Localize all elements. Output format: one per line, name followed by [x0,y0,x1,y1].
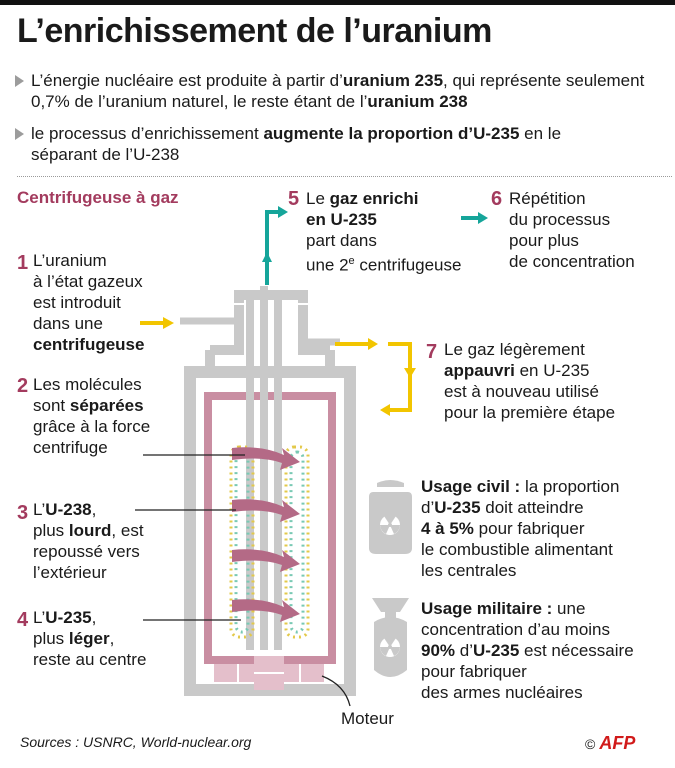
bullet-text: L’énergie nucléaire est produite à partir d’ [31,71,343,90]
motor-label: Moteur [341,709,394,728]
step-5-line: Le [306,189,330,208]
military-line: une [552,599,586,618]
military-usage-text [421,598,634,703]
bullet-text: , qui représente seulement 0,7% de l’uranium naturel, le reste étant de l’ [31,71,645,111]
repetition-arrow [461,212,488,224]
step-5-line: une 2 [306,255,349,275]
step-5-superscript: e [348,255,355,267]
step-7-line: Le gaz légèrement [444,340,585,359]
civil-line: pour fabriquer [473,519,585,538]
step-3-line: l’extérieur [33,563,107,582]
military-line: pour fabriquer [421,662,527,681]
step-6-text [509,188,635,272]
military-line: est nécessaire [519,641,634,660]
civil-heading: Usage civil : [421,477,521,496]
step-1-line: L’uranium [33,251,107,270]
bomb-icon [372,598,409,677]
step-5-line: part dans [306,231,377,250]
civil-line: le combustible alimentant [421,540,613,559]
afp-logo: AFP [599,733,636,753]
step-7-line: en U-235 [514,361,590,380]
step-2-line: centrifuge [33,438,108,457]
step-6-number: 6 [491,188,503,210]
step-2-line: Les molécules [33,375,142,394]
step-1-number: 1 [17,252,29,274]
step-3-emphasis: lourd [68,521,112,540]
civil-usage-text [421,476,619,581]
step-4-number: 4 [17,609,29,631]
step-6-line: pour plus [509,231,579,250]
step-6-line: de concentration [509,252,635,271]
step-3-emphasis: U-238 [45,500,92,519]
step-4-text [33,607,146,670]
step-7-text [444,339,615,423]
afp-credit [585,733,635,754]
bullet-text: en le séparant de l’U-238 [31,124,562,164]
bullet-emphasis: uranium 238 [367,92,468,111]
step-6-line: Répétition [509,189,586,208]
military-emphasis: U-235 [473,641,520,660]
step-1-line: centrifugeuse [33,335,145,354]
bullet-emphasis: uranium 235 [342,71,444,90]
military-emphasis: 90% [421,641,456,660]
step-3-text [33,499,144,583]
step-1-line: à l’état gazeux [33,272,143,291]
step-5-text [306,188,461,276]
step-4-line: reste au centre [33,650,147,669]
step-3-line: L’ [33,500,46,519]
section-title: Centrifugeuse à gaz [17,188,179,207]
step-5-emphasis: gaz enrichi [329,189,419,208]
step-7-line: pour la première étape [444,403,616,422]
step-3-line: , est [111,521,144,540]
step-5-emphasis: en U-235 [306,210,377,229]
civil-line: la proportion [520,477,620,496]
step-3-line: repoussé vers [33,542,140,561]
step-1-text [33,250,144,355]
step-3-line: plus [33,521,69,540]
military-line: d’ [455,641,473,660]
step-2-emphasis: séparées [69,396,144,415]
military-line: des armes nucléaires [421,683,583,702]
step-2-text [33,374,150,458]
military-line: concentration d’au moins [421,620,611,639]
step-2-number: 2 [17,375,29,397]
step-1-line: dans une [33,314,103,333]
civil-emphasis: 4 à 5% [421,519,474,538]
canister-icon [369,480,412,554]
step-4-line: L’ [33,608,46,627]
step-4-line: , [91,608,97,627]
sources-credit: Sources : USNRC, World-nuclear.org [20,734,252,750]
step-1-line: est introduit [33,293,121,312]
step-7-number: 7 [426,341,438,363]
civil-emphasis: U-235 [434,498,481,517]
civil-line: d’ [421,498,435,517]
step-4-line: , [109,629,115,648]
step-3-number: 3 [17,502,29,524]
page-title: L’enrichissement de l’uranium [17,12,492,50]
step-7-emphasis: appauvri [444,361,515,380]
military-heading: Usage militaire : [421,599,553,618]
step-2-line: grâce à la force [33,417,151,436]
bullet-text: le processus d’enrichissement [31,124,264,143]
step-4-emphasis: U-235 [45,608,92,627]
step-5-line: centrifugeuse [354,255,462,275]
step-2-line: sont [33,396,70,415]
inlet-arrow [140,317,174,329]
step-7-line: est à nouveau utilisé [444,382,599,401]
bullet-emphasis: augmente la proportion d’U-235 [263,124,520,143]
copyright-symbol: © [585,736,596,752]
step-4-line: plus [33,629,69,648]
enriched-gas-arrow [262,206,288,285]
step-4-emphasis: léger [68,629,110,648]
step-5-number: 5 [288,188,300,210]
step-6-line: du processus [509,210,611,229]
civil-line: les centrales [421,561,517,580]
step-3-line: , [91,500,97,519]
civil-line: doit atteindre [480,498,584,517]
